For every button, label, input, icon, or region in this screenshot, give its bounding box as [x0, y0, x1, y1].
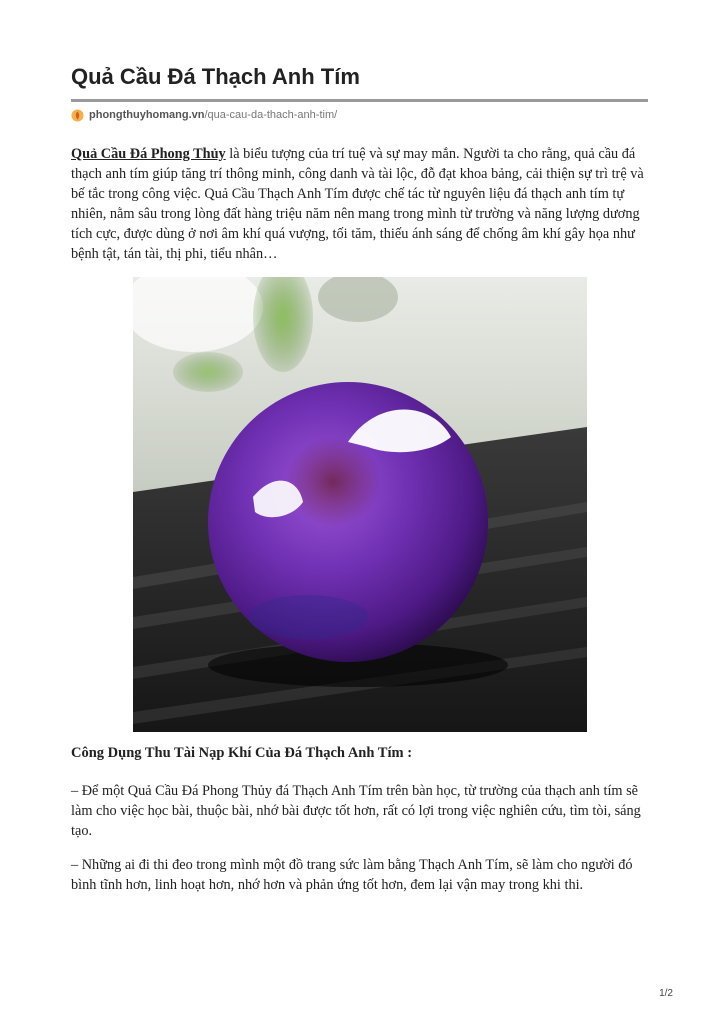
- intro-text: là biểu tượng của trí tuệ và sự may mắn. Người ta cho rằng, quả cầu đá thạch anh tím giúp tăng trí thông minh, công danh và tài lộc, đỗ đạt khoa bảng, cải thiện sự trì trệ và bế tắc trong công việc. Quả Cầu Thạch Anh Tím được chế tác từ nguyên liệu đá thạch anh tím tự nhiên, nằm sâu trong lòng đất hàng triệu năm nên mang trong mình từ trường và năng lượng dương tích cực, được dùng ở nơi âm khí quá vượng, tối tăm, thiếu ánh sáng để chống âm khí gây họa như bệnh tật, tán tài, thị phi, tiểu nhân…: [71, 146, 644, 262]
- site-logo-icon: [71, 109, 84, 122]
- intro-paragraph: [71, 144, 651, 264]
- page-number: 1/2: [659, 988, 673, 999]
- body-paragraph-exam: – Những ai đi thi đeo trong mình một đồ trang sức làm bằng Thạch Anh Tím, sẽ làm cho người đó bình tĩnh hơn, linh hoạt hơn, nhớ hơn và phản ứng tốt hơn, đem lại vận may trong khi thi.: [71, 857, 633, 893]
- amethyst-sphere-photo: [133, 277, 587, 732]
- body-paragraph-study: – Để một Quả Cầu Đá Phong Thủy đá Thạch Anh Tím trên bàn học, từ trường của thạch anh tím sẽ làm cho việc học bài, thuộc bài, nhớ bài được tốt hơn, rất có lợi trong việc nghiên cứu, tìm tòi, sáng tạo.: [71, 783, 641, 839]
- page-title: Quả Cầu Đá Thạch Anh Tím: [71, 64, 360, 89]
- source-url[interactable]: [71, 107, 337, 123]
- intro-link[interactable]: Quả Cầu Đá Phong Thủy: [71, 146, 226, 162]
- section-heading: Công Dụng Thu Tài Nạp Khí Của Đá Thạch Anh Tím :: [71, 745, 413, 761]
- title-divider: [71, 99, 648, 102]
- source-domain[interactable]: phongthuyhomang.vn: [89, 109, 205, 121]
- source-path[interactable]: /qua-cau-da-thach-anh-tim/: [204, 109, 338, 121]
